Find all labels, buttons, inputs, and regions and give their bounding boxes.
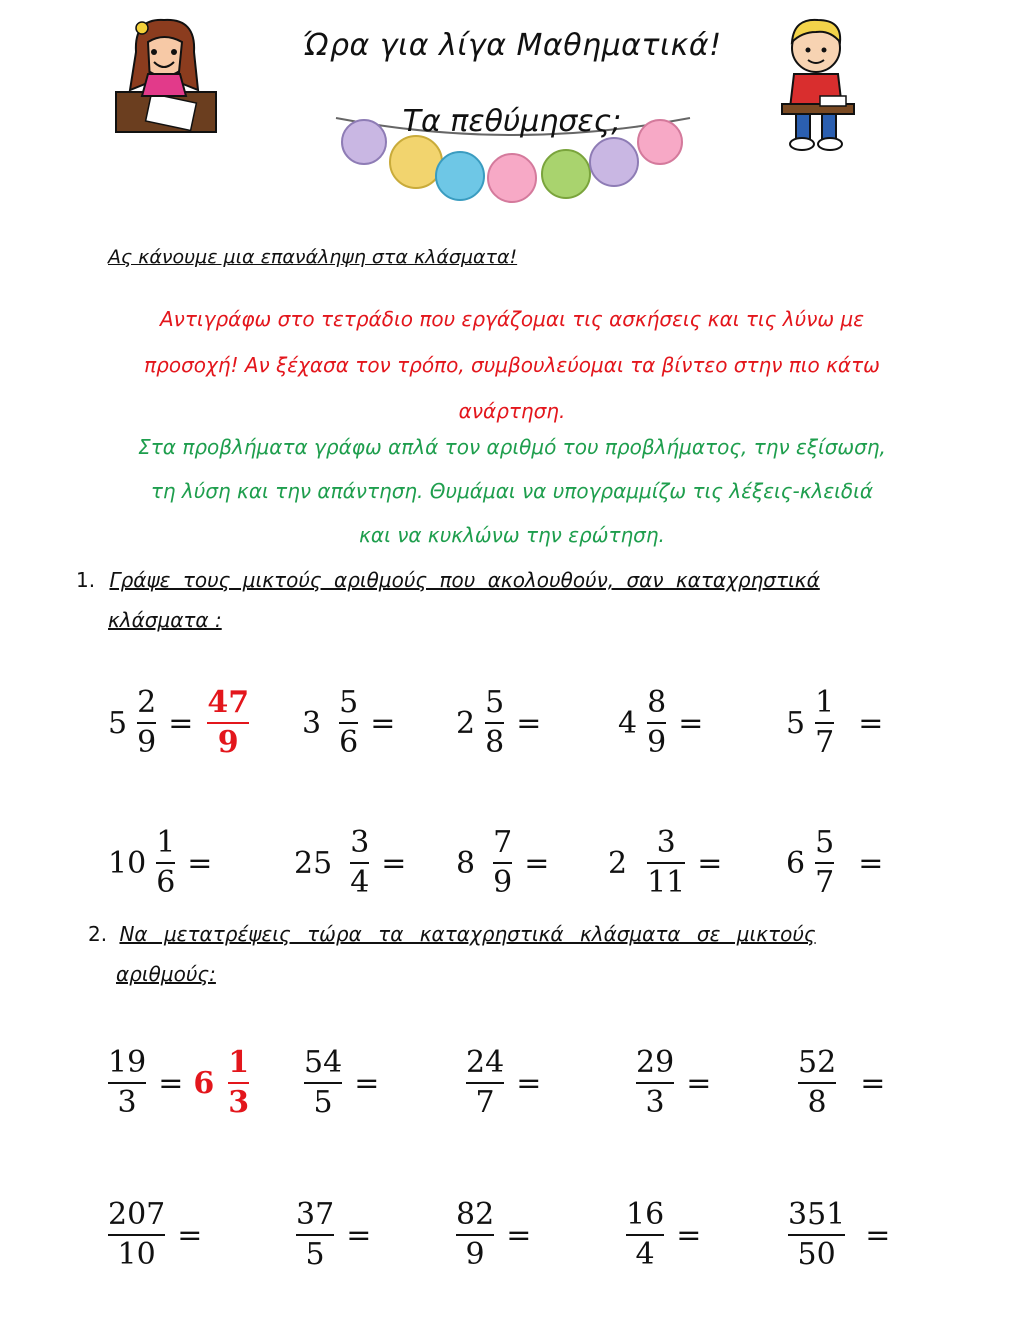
exercise2-heading-cont xyxy=(116,962,216,986)
mixed-number-item xyxy=(108,684,253,762)
numerator: 3 xyxy=(656,825,676,860)
answer-numerator: 1 xyxy=(228,1045,250,1080)
fraction xyxy=(815,824,834,902)
numerator: 1 xyxy=(156,825,176,860)
numerator: 54 xyxy=(304,1045,343,1080)
numerator: 7 xyxy=(493,825,513,860)
equals-sign: = xyxy=(516,1065,542,1101)
exercise2-number: 2. xyxy=(88,922,108,946)
numerator: 82 xyxy=(456,1197,495,1232)
equals-sign: = xyxy=(678,705,704,741)
denominator: 3 xyxy=(117,1085,137,1120)
improper-fraction-item xyxy=(452,1196,531,1274)
denominator: 3 xyxy=(645,1085,665,1120)
denominator: 7 xyxy=(815,725,835,760)
fraction xyxy=(339,684,358,762)
equals-sign: = xyxy=(516,705,542,741)
equals-sign: = xyxy=(346,1217,372,1253)
mixed-number-item xyxy=(456,824,549,902)
equals-sign: = xyxy=(686,1065,712,1101)
equals-sign: = xyxy=(158,1065,184,1101)
denominator: 9 xyxy=(465,1237,485,1272)
exercise1-instruction-cont: κλάσματα : xyxy=(108,608,222,632)
numerator: 1 xyxy=(815,685,835,720)
equals-sign: = xyxy=(858,705,884,741)
instructions-red xyxy=(40,296,984,434)
intro-heading: Ας κάνουμε μια επανάληψη στα κλάσματα! xyxy=(108,246,518,268)
fraction xyxy=(108,1196,165,1274)
exercise1-heading xyxy=(76,568,820,592)
denominator: 4 xyxy=(350,865,370,900)
equals-sign: = xyxy=(858,845,884,881)
numerator: 207 xyxy=(108,1197,166,1232)
whole-part: 2 xyxy=(456,705,476,741)
exercise1-heading-cont xyxy=(108,608,222,632)
numerator: 351 xyxy=(788,1197,846,1232)
denominator: 10 xyxy=(117,1237,156,1272)
denominator: 7 xyxy=(475,1085,495,1120)
mixed-number-item xyxy=(608,824,722,902)
exercise2-instruction-cont: αριθμούς: xyxy=(116,962,216,986)
fraction xyxy=(815,684,834,762)
whole-part: 25 xyxy=(294,845,333,881)
fraction xyxy=(304,1044,342,1122)
fraction xyxy=(456,1196,494,1274)
equals-sign: = xyxy=(506,1217,532,1253)
whole-part: 5 xyxy=(108,705,128,741)
instructions-red-line: προσοχή! Αν ξέχασα τον τρόπο, συμβουλεύομαι τα βίντεο στην πιο κάτω xyxy=(144,353,880,377)
denominator: 50 xyxy=(797,1237,836,1272)
fraction xyxy=(296,1196,334,1274)
equals-sign: = xyxy=(865,1217,891,1253)
equals-sign: = xyxy=(860,1065,886,1101)
denominator: 9 xyxy=(647,725,667,760)
instructions-green-line: και να κυκλώνω την ερώτηση. xyxy=(359,523,665,547)
denominator: 5 xyxy=(313,1085,333,1120)
equals-sign: = xyxy=(381,845,407,881)
improper-fraction-item xyxy=(104,1044,253,1122)
instructions-green-line: τη λύση και την απάντηση. Θυμάμαι να υπογραμμίζω τις λέξεις-κλειδιά xyxy=(150,479,874,503)
fraction xyxy=(647,684,666,762)
equals-sign: = xyxy=(524,845,550,881)
mixed-number-item xyxy=(786,684,883,762)
page-title: Ώρα για λίγα Μαθηματικά! xyxy=(302,28,722,63)
fraction xyxy=(626,1196,664,1274)
numerator: 5 xyxy=(339,685,359,720)
improper-fraction-item xyxy=(794,1044,885,1122)
whole-part: 8 xyxy=(456,845,476,881)
answer-denominator: 9 xyxy=(217,725,239,760)
answer-whole: 6 xyxy=(193,1065,215,1101)
mixed-number-item xyxy=(456,684,541,762)
denominator: 6 xyxy=(156,865,176,900)
denominator: 7 xyxy=(815,865,835,900)
denominator: 11 xyxy=(647,865,686,900)
numerator: 8 xyxy=(647,685,667,720)
equals-sign: = xyxy=(370,705,396,741)
whole-part: 6 xyxy=(786,845,806,881)
improper-fraction-item xyxy=(462,1044,541,1122)
mixed-number-item xyxy=(108,824,212,902)
answer-numerator: 47 xyxy=(207,685,250,720)
denominator: 9 xyxy=(493,865,513,900)
denominator: 6 xyxy=(339,725,359,760)
numerator: 5 xyxy=(815,825,835,860)
answer-denominator: 3 xyxy=(228,1085,250,1120)
page-subtitle: Τα πεθύμησες; xyxy=(402,104,622,139)
fraction xyxy=(466,1044,504,1122)
equals-sign: = xyxy=(697,845,723,881)
improper-fraction-item xyxy=(622,1196,701,1274)
instructions-red-line: ανάρτηση. xyxy=(458,399,566,423)
exercise2-instruction: Να μετατρέψεις τώρα τα καταχρηστικά κλάσματα σε μικτούς xyxy=(119,922,816,946)
improper-fraction-item xyxy=(104,1196,202,1274)
equals-sign: = xyxy=(354,1065,380,1101)
fraction xyxy=(108,1044,146,1122)
denominator: 8 xyxy=(485,725,505,760)
fraction xyxy=(485,684,504,762)
mixed-number-item xyxy=(302,684,395,762)
example-answer xyxy=(203,684,253,762)
whole-part: 4 xyxy=(618,705,638,741)
fraction xyxy=(137,684,156,762)
instructions-green xyxy=(40,425,984,557)
numerator: 52 xyxy=(798,1045,837,1080)
fraction xyxy=(493,824,512,902)
equals-sign: = xyxy=(168,705,194,741)
denominator: 8 xyxy=(807,1085,827,1120)
example-answer xyxy=(193,1044,253,1122)
mixed-number-item xyxy=(786,824,883,902)
numerator: 24 xyxy=(466,1045,505,1080)
numerator: 5 xyxy=(485,685,505,720)
mixed-number-item xyxy=(618,684,703,762)
numerator: 3 xyxy=(350,825,370,860)
mixed-number-item xyxy=(294,824,406,902)
numerator: 37 xyxy=(296,1197,335,1232)
improper-fraction-item xyxy=(292,1196,371,1274)
numerator: 29 xyxy=(636,1045,675,1080)
fraction xyxy=(647,824,685,902)
improper-fraction-item xyxy=(784,1196,890,1274)
improper-fraction-item xyxy=(632,1044,711,1122)
instructions-red-line: Αντιγράφω στο τετράδιο που εργάζομαι τις ασκήσεις και τις λύνω με xyxy=(159,307,865,331)
equals-sign: = xyxy=(177,1217,203,1253)
denominator: 4 xyxy=(635,1237,655,1272)
equals-sign: = xyxy=(676,1217,702,1253)
whole-part: 5 xyxy=(786,705,806,741)
answer-fraction xyxy=(228,1044,249,1122)
improper-fraction-item xyxy=(300,1044,379,1122)
exercise2-heading xyxy=(88,922,816,946)
fraction xyxy=(156,824,175,902)
whole-part: 2 xyxy=(608,845,628,881)
numerator: 16 xyxy=(626,1197,665,1232)
numerator: 2 xyxy=(137,685,157,720)
fraction xyxy=(636,1044,674,1122)
equals-sign: = xyxy=(187,845,213,881)
fraction xyxy=(798,1044,836,1122)
fraction xyxy=(350,824,369,902)
denominator: 5 xyxy=(305,1237,325,1272)
denominator: 9 xyxy=(137,725,157,760)
numerator: 19 xyxy=(108,1045,147,1080)
exercise1-number: 1. xyxy=(76,568,96,592)
whole-part: 3 xyxy=(302,705,322,741)
answer-fraction xyxy=(207,684,249,762)
fraction xyxy=(788,1196,845,1274)
whole-part: 10 xyxy=(108,845,147,881)
instructions-green-line: Στα προβλήματα γράφω απλά τον αριθμό του προβλήματος, την εξίσωση, xyxy=(138,435,886,459)
exercise1-instruction: Γράψε τους μικτούς αριθμούς που ακολουθούν, σαν καταχρηστικά xyxy=(109,568,820,592)
